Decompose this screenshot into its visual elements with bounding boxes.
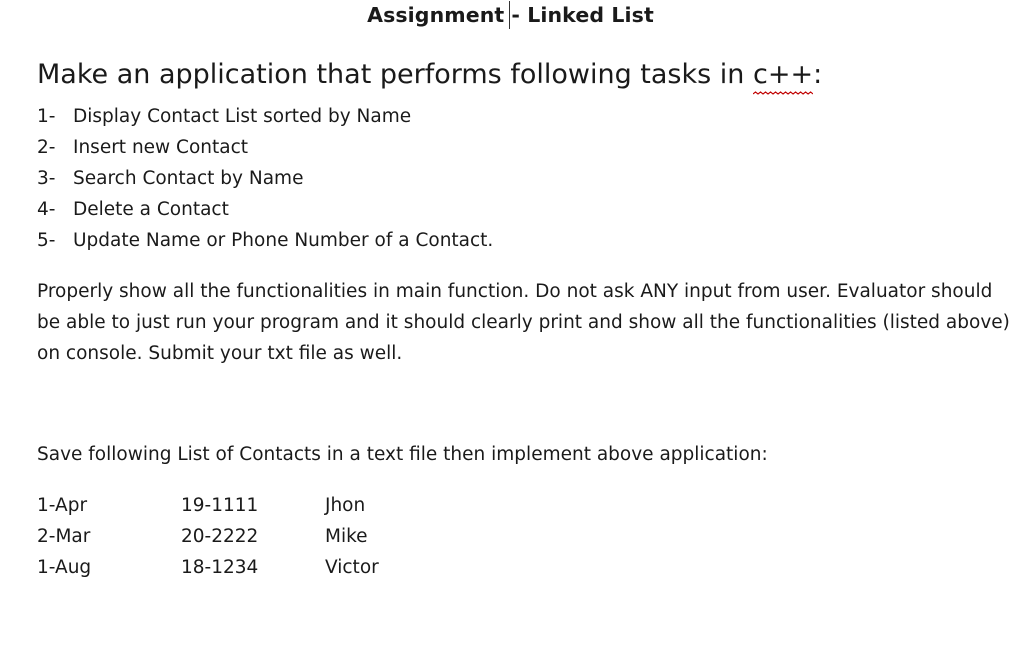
task-text: Delete a Contact (73, 199, 229, 220)
task-text: Insert new Contact (73, 137, 249, 158)
task-number: 3- (37, 168, 56, 189)
contact-phone: 18-1234 (181, 557, 259, 578)
task-list (37, 101, 493, 256)
contact-name: Jhon (325, 495, 366, 516)
paragraph-line: be able to just run your program and it should clearly print and show all the functionalities (listed above) (37, 312, 1010, 333)
task-item (37, 101, 493, 132)
contact-date: 1-Apr (37, 495, 88, 516)
heading-language-text: c++ (752, 59, 814, 90)
contact-list (37, 490, 445, 583)
contact-name: Victor (325, 557, 379, 578)
task-text: Display Contact List sorted by Name (73, 106, 412, 127)
document-title (0, 1, 1021, 29)
task-item (37, 163, 493, 194)
contact-row (37, 521, 445, 552)
contact-row (37, 490, 445, 521)
contact-name: Mike (325, 526, 368, 547)
misspelled-word[interactable] (753, 57, 813, 93)
task-text: Update Name or Phone Number of a Contact. (73, 230, 494, 251)
task-number: 4- (37, 199, 56, 220)
task-item (37, 194, 493, 225)
save-instruction: Save following List of Contacts in a text file then implement above application: (37, 444, 768, 465)
task-text: Search Contact by Name (73, 168, 304, 189)
task-number: 2- (37, 137, 56, 158)
contact-phone: 19-1111 (181, 495, 259, 516)
spellcheck-underline (753, 91, 813, 96)
task-item (37, 132, 493, 163)
contact-date: 1-Aug (37, 557, 92, 578)
title-text-part1: Assignment (367, 3, 505, 27)
assignment-heading (37, 57, 822, 93)
contact-phone: 20-2222 (181, 526, 259, 547)
contact-date: 2-Mar (37, 526, 91, 547)
title-text-part2: - Linked List (511, 3, 654, 27)
paragraph-line: on console. Submit your txt file as well. (37, 343, 403, 364)
heading-colon: : (813, 59, 823, 90)
task-number: 5- (37, 230, 56, 251)
paragraph-line: Properly show all the functionalities in main function. Do not ask ANY input from user. Evaluator should (37, 281, 993, 302)
contact-row (37, 552, 445, 583)
task-item (37, 225, 493, 256)
instructions-paragraph (37, 276, 1010, 369)
task-number: 1- (37, 106, 56, 127)
heading-main-text: Make an application that performs following tasks in (37, 59, 753, 90)
